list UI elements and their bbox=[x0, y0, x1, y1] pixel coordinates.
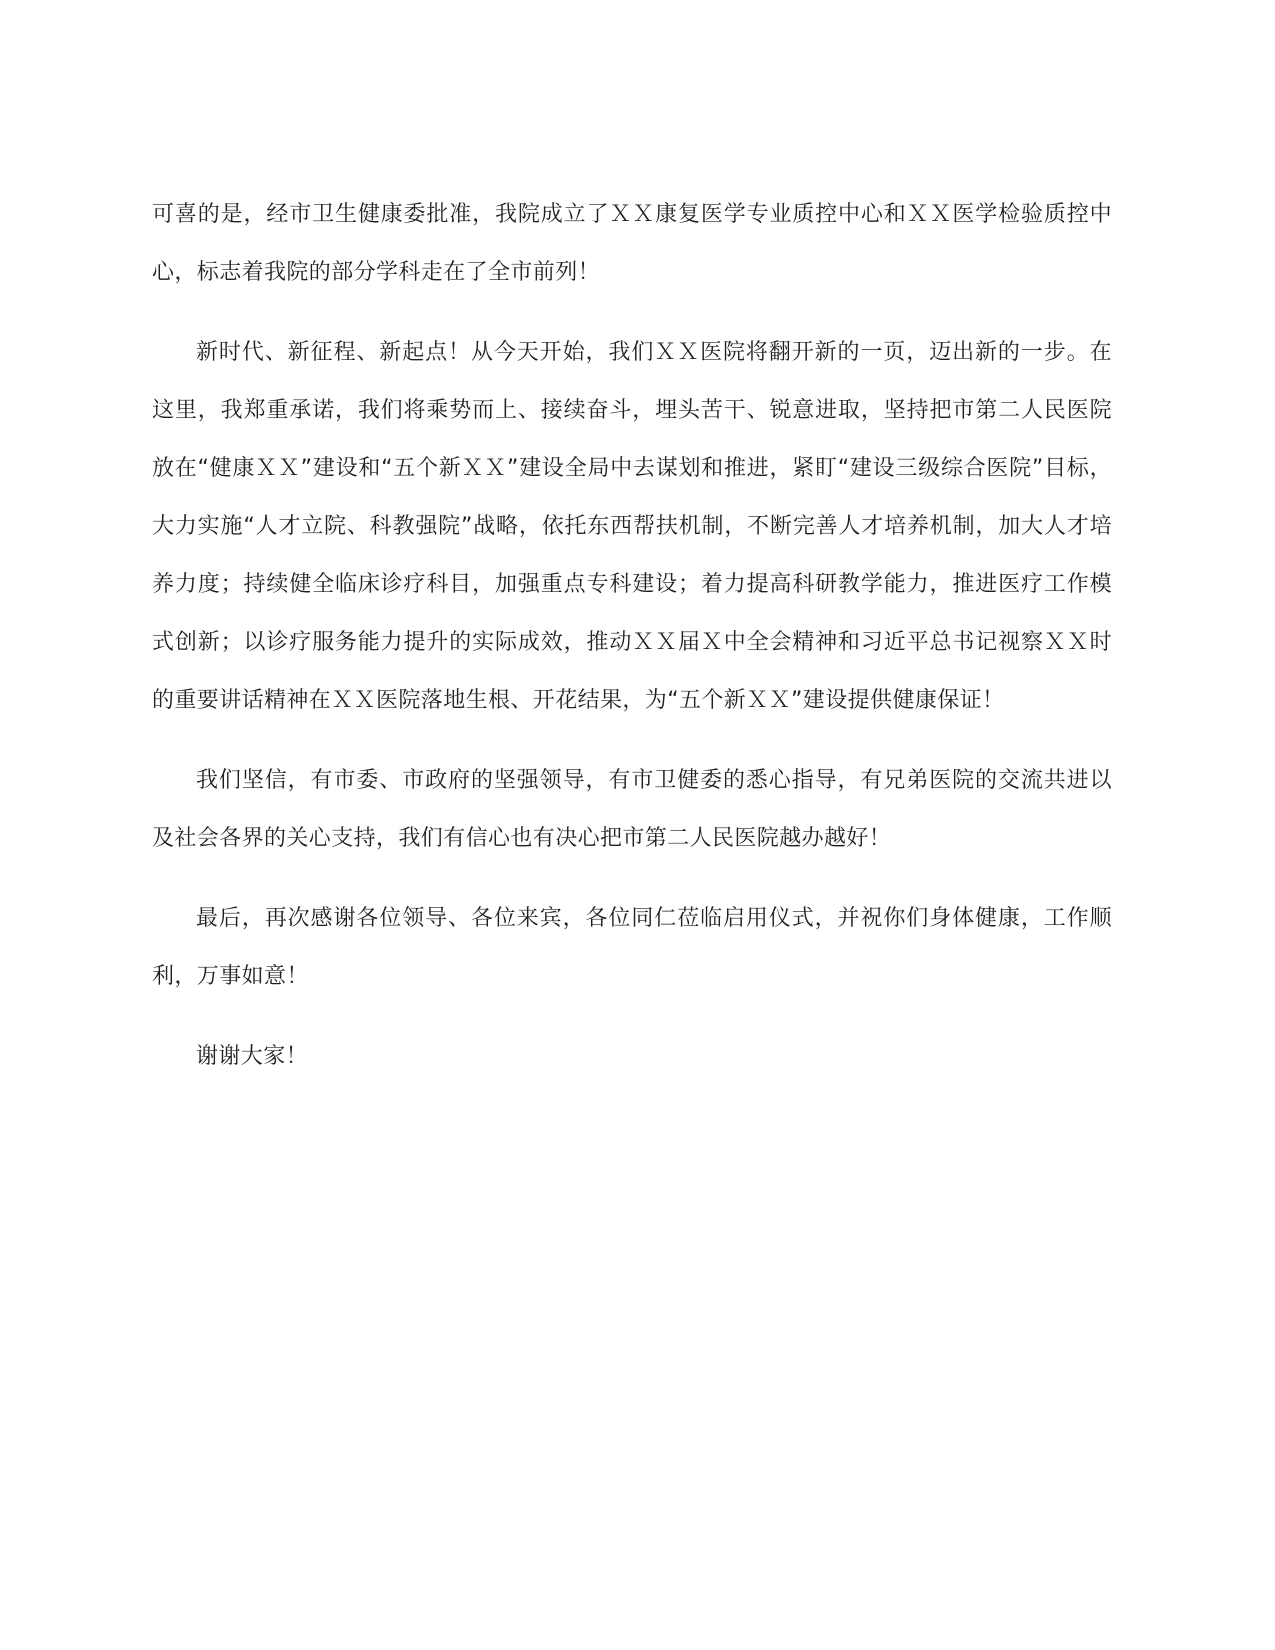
paragraph-3: 我们坚信，有市委、市政府的坚强领导，有市卫健委的悉心指导，有兄弟医院的交流共进以及社会各界的关心支持，我们有信心也有决心把市第二人民医院越办越好！ bbox=[152, 768, 1112, 851]
paragraph-5-closing: 谢谢大家！ bbox=[196, 1044, 309, 1069]
paragraph-2: 新时代、新征程、新起点！从今天开始，我们ＸＸ医院将翻开新的一页，迈出新的一步。在这里，我郑重承诺，我们将乘势而上、接续奋斗，埋头苦干、锐意进取，坚持把市第二人民医院放在“健康ＸＸ”建设和“五个新ＸＸ”建设全局中去谋划和推进，紧盯“建设三级综合医院”目标，大力实施“人才立院、科教强院”战略，依托东西帮扶机制，不断完善人才培养机制，加大人才培养力度；持续健全临床诊疗科目，加强重点专科建设；着力提高科研教学能力，推进医疗工作模式创新；以诊疗服务能力提升的实际成效，推动ＸＸ届Ｘ中全会精神和习近平总书记视察ＸＸ时的重要讲话精神在ＸＸ医院落地生根、开花结果，为“五个新ＸＸ”建设提供健康保证！ bbox=[152, 340, 1112, 713]
paragraph-1: 可喜的是，经市卫生健康委批准，我院成立了ＸＸ康复医学专业质控中心和ＸＸ医学检验质控中心，标志着我院的部分学科走在了全市前列！ bbox=[152, 202, 1112, 285]
document-body bbox=[152, 186, 1112, 1108]
paragraph-4: 最后，再次感谢各位领导、各位来宾，各位同仁莅临启用仪式，并祝你们身体健康，工作顺利，万事如意！ bbox=[152, 906, 1112, 989]
